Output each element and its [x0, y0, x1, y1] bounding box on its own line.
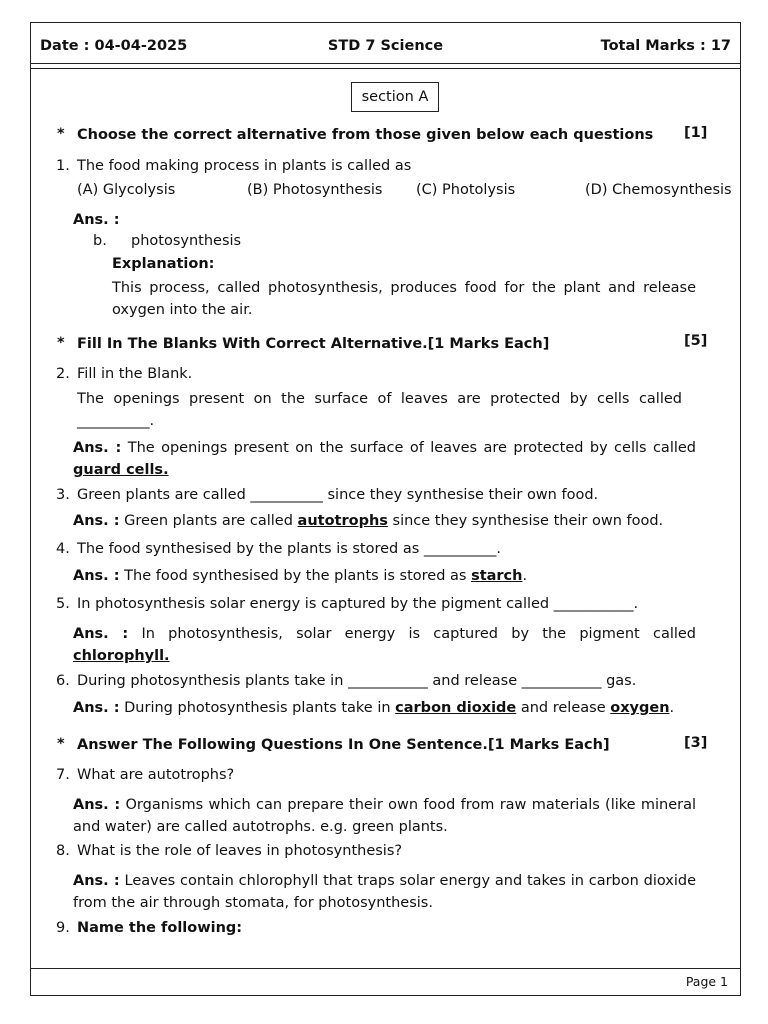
answer-text-pre: During photosynthesis plants take in	[124, 700, 396, 716]
answer-text-mid: and release	[516, 700, 611, 716]
answer-text-post: since they synthesise their own food.	[387, 513, 664, 529]
section-title: section A	[351, 82, 439, 112]
option-d: (D) Chemosynthesis	[585, 182, 732, 198]
option-c: (C) Photolysis	[416, 182, 516, 198]
question-number: 8.	[56, 843, 70, 859]
question-number: 3.	[56, 487, 70, 503]
question-text: Green plants are called __________ since they synthesise their own food.	[77, 487, 599, 503]
answer-key-term: autotrophs	[297, 513, 388, 529]
question-text: The openings present on the surface of leaves are protected by cells called __________.	[77, 391, 682, 429]
question-number: 7.	[56, 767, 70, 783]
section-heading-one-sentence: Answer The Following Questions In One Sentence.[1 Marks Each]	[77, 737, 610, 753]
answer-label: Ans. :	[73, 212, 120, 228]
answer-label: Ans. :	[73, 797, 121, 813]
option-a: (A) Glycolysis	[77, 182, 176, 198]
section-marks-mcq: [1]	[684, 125, 708, 141]
answer-key-term-1: carbon dioxide	[395, 700, 517, 716]
section-bullet: *	[57, 126, 65, 142]
footer-divider	[30, 968, 741, 969]
header	[30, 38, 741, 60]
question-text: The food synthesised by the plants is stored as __________.	[77, 541, 502, 557]
answer-text: photosynthesis	[131, 233, 242, 249]
answer-text-pre: The openings present on the surface of leaves are protected by cells called	[127, 440, 697, 456]
explanation-label: Explanation:	[112, 256, 215, 272]
header-divider-top	[30, 63, 741, 64]
answer-text-pre: In photosynthesis, solar energy is captured by the pigment called	[141, 626, 697, 642]
section-bullet: *	[57, 736, 65, 752]
section-heading-mcq: Choose the correct alternative from those given below each questions	[77, 127, 654, 143]
total-marks: Total Marks : 17	[600, 38, 731, 54]
question-number: 6.	[56, 673, 70, 689]
question-text: The food making process in plants is called as	[77, 158, 412, 174]
answer-label: Ans. :	[73, 700, 120, 716]
question-number: 9.	[56, 920, 70, 936]
question-number: 5.	[56, 596, 70, 612]
answer-label: Ans. :	[73, 440, 122, 456]
answer-label: Ans. :	[73, 873, 120, 889]
answer	[73, 568, 527, 584]
answer-label: Ans. :	[73, 568, 120, 584]
question-text: What are autotrophs?	[77, 767, 235, 783]
answer-label: Ans. :	[73, 513, 120, 529]
answer	[73, 513, 663, 529]
exam-date: Date : 04-04-2025	[40, 38, 188, 54]
answer-text-post: .	[669, 700, 675, 716]
section-marks-one-sentence: [3]	[684, 735, 708, 751]
section-marks-fill-blanks: [5]	[684, 333, 708, 349]
answer	[73, 437, 696, 481]
section-bullet: *	[57, 335, 65, 351]
answer	[73, 623, 696, 667]
answer-key-term: chlorophyll.	[73, 648, 170, 664]
answer-key-term: guard cells.	[73, 462, 169, 478]
page-number: Page 1	[685, 974, 728, 989]
answer-key-term-2: oxygen	[610, 700, 670, 716]
question-title: Fill in the Blank.	[77, 366, 193, 382]
question-text: During photosynthesis plants take in ___________ and release ___________ gas.	[77, 673, 637, 689]
answer-text-pre: Green plants are called	[124, 513, 298, 529]
answer-letter: b.	[93, 233, 107, 249]
explanation-text: This process, called photosynthesis, produces food for the plant and release oxygen into the air.	[112, 280, 696, 318]
question-text: Name the following:	[77, 920, 243, 936]
answer-label: Ans. :	[73, 626, 129, 642]
header-divider-bottom	[30, 68, 741, 69]
question-text: What is the role of leaves in photosynthesis?	[77, 843, 403, 859]
answer-text-pre: The food synthesised by the plants is stored as	[124, 568, 472, 584]
answer-key-term: starch	[471, 568, 523, 584]
question-number: 2.	[56, 366, 70, 382]
exam-subject: STD 7 Science	[327, 38, 444, 54]
question-text: In photosynthesis solar energy is captured by the pigment called ___________.	[77, 596, 639, 612]
section-heading-fill-blanks: Fill In The Blanks With Correct Alternative.[1 Marks Each]	[77, 336, 550, 352]
answer-text-post: .	[522, 568, 528, 584]
answer-text: Leaves contain chlorophyll that traps solar energy and takes in carbon dioxide from the air through stomata, for photosynthesis.	[73, 873, 697, 911]
question-number: 1.	[56, 158, 70, 174]
answer	[73, 794, 696, 838]
answer	[73, 870, 696, 914]
answer	[73, 700, 674, 716]
option-b: (B) Photosynthesis	[247, 182, 383, 198]
answer-text: Organisms which can prepare their own food from raw materials (like mineral and water) are called autotrophs. e.g. green plants.	[73, 797, 697, 835]
question-number: 4.	[56, 541, 70, 557]
